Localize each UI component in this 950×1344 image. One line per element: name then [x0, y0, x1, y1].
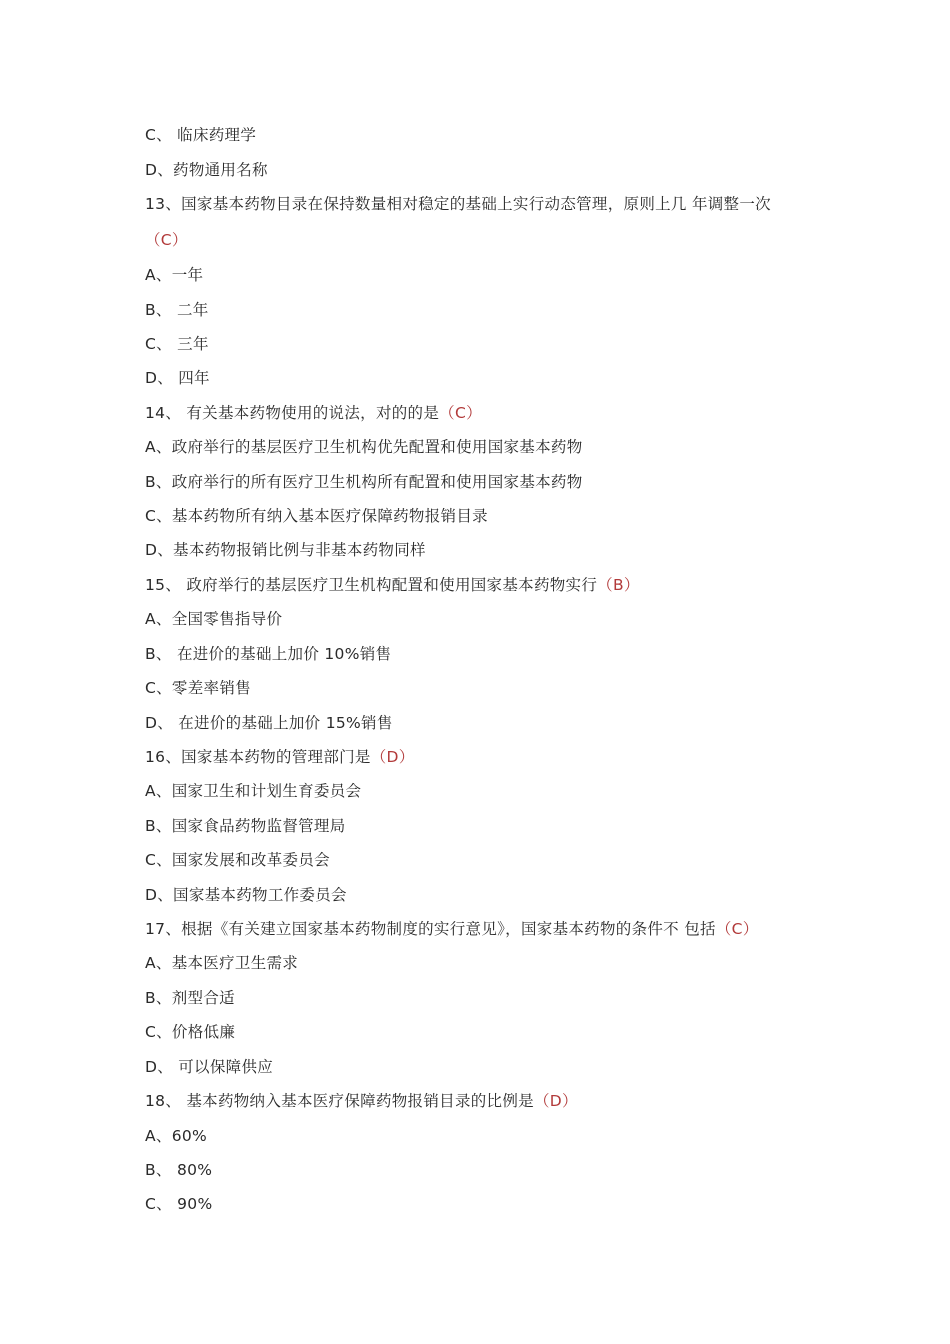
option-c-18: [145, 1194, 213, 1214]
question-text: 13、国家基本药物目录在保持数量相对稳定的基础上实行动态管理，原则上几 年调整一次: [145, 195, 771, 213]
line-text: A、60%: [145, 1127, 208, 1145]
question-14: [145, 403, 482, 423]
option-a-13: [145, 265, 203, 285]
question-13: [145, 194, 771, 214]
option-d-14: [145, 540, 426, 560]
question-18: [145, 1091, 578, 1111]
line-text: A、国家卫生和计划生育委员会: [145, 782, 362, 800]
question-text: 15、 政府举行的基层医疗卫生机构配置和使用国家基本药物实行: [145, 576, 598, 594]
line-text: B、 80%: [145, 1161, 213, 1179]
line-text: D、 四年: [145, 369, 210, 387]
line-text: A、一年: [145, 266, 204, 284]
line-text: C、 临床药理学: [145, 126, 257, 144]
line-text: C、 三年: [145, 335, 209, 353]
answer-mark: （C）: [439, 404, 482, 422]
option-d-15: [145, 713, 393, 733]
option-c-15: [145, 678, 251, 698]
option-a-18: [145, 1126, 207, 1146]
line-text: A、政府举行的基层医疗卫生机构优先配置和使用国家基本药物: [145, 438, 583, 456]
option-a-14: [145, 437, 583, 457]
line-text: B、剂型合适: [145, 989, 235, 1007]
answer-mark: （C）: [145, 231, 188, 249]
line-text: D、基本药物报销比例与非基本药物同样: [145, 541, 426, 559]
question-15: [145, 575, 640, 595]
option-a-17: [145, 953, 298, 973]
line-text: D、 在进价的基础上加价 15%销售: [145, 714, 393, 732]
line-text: C、 90%: [145, 1195, 213, 1213]
line-text: A、全国零售指导价: [145, 610, 283, 628]
answer-mark: （B）: [597, 576, 640, 594]
line-text: C、国家发展和改革委员会: [145, 851, 330, 869]
option-b-17: [145, 988, 235, 1008]
answer-mark: （D）: [533, 1092, 578, 1110]
question-text: 16、国家基本药物的管理部门是: [145, 748, 371, 766]
question-16: [145, 747, 415, 767]
answer-mark: （C）: [715, 920, 759, 938]
option-c-12: [145, 125, 256, 145]
option-d-12: [145, 160, 268, 180]
line-text: C、零差率销售: [145, 679, 251, 697]
option-a-15: [145, 609, 282, 629]
option-b-14: [145, 472, 583, 492]
line-text: C、基本药物所有纳入基本医疗保障药物报销目录: [145, 507, 488, 525]
line-text: B、 在进价的基础上加价 10%销售: [145, 645, 392, 663]
option-d-13: [145, 368, 210, 388]
option-a-16: [145, 781, 361, 801]
question-text: 17、根据《有关建立国家基本药物制度的实行意见》，国家基本药物的条件不 包括: [145, 920, 716, 938]
line-text: B、国家食品药物监督管理局: [145, 817, 346, 835]
option-b-16: [145, 816, 346, 836]
option-c-16: [145, 850, 330, 870]
question-text: 14、 有关基本药物使用的说法，对的的是: [145, 404, 440, 422]
option-b-15: [145, 644, 391, 664]
question-13-answer-line: [145, 230, 188, 250]
line-text: B、 二年: [145, 301, 209, 319]
line-text: A、基本医疗卫生需求: [145, 954, 299, 972]
option-b-13: [145, 300, 209, 320]
line-text: D、国家基本药物工作委员会: [145, 886, 347, 904]
question-17: [145, 919, 759, 939]
option-b-18: [145, 1160, 212, 1180]
question-text: 18、 基本药物纳入基本医疗保障药物报销目录的比例是: [145, 1092, 534, 1110]
answer-mark: （D）: [370, 748, 415, 766]
option-c-13: [145, 334, 209, 354]
line-text: C、价格低廉: [145, 1023, 236, 1041]
option-c-17: [145, 1022, 235, 1042]
line-text: D、药物通用名称: [145, 161, 268, 179]
option-d-16: [145, 885, 347, 905]
option-c-14: [145, 506, 488, 526]
line-text: B、政府举行的所有医疗卫生机构所有配置和使用国家基本药物: [145, 473, 583, 491]
option-d-17: [145, 1057, 273, 1077]
line-text: D、 可以保障供应: [145, 1058, 274, 1076]
